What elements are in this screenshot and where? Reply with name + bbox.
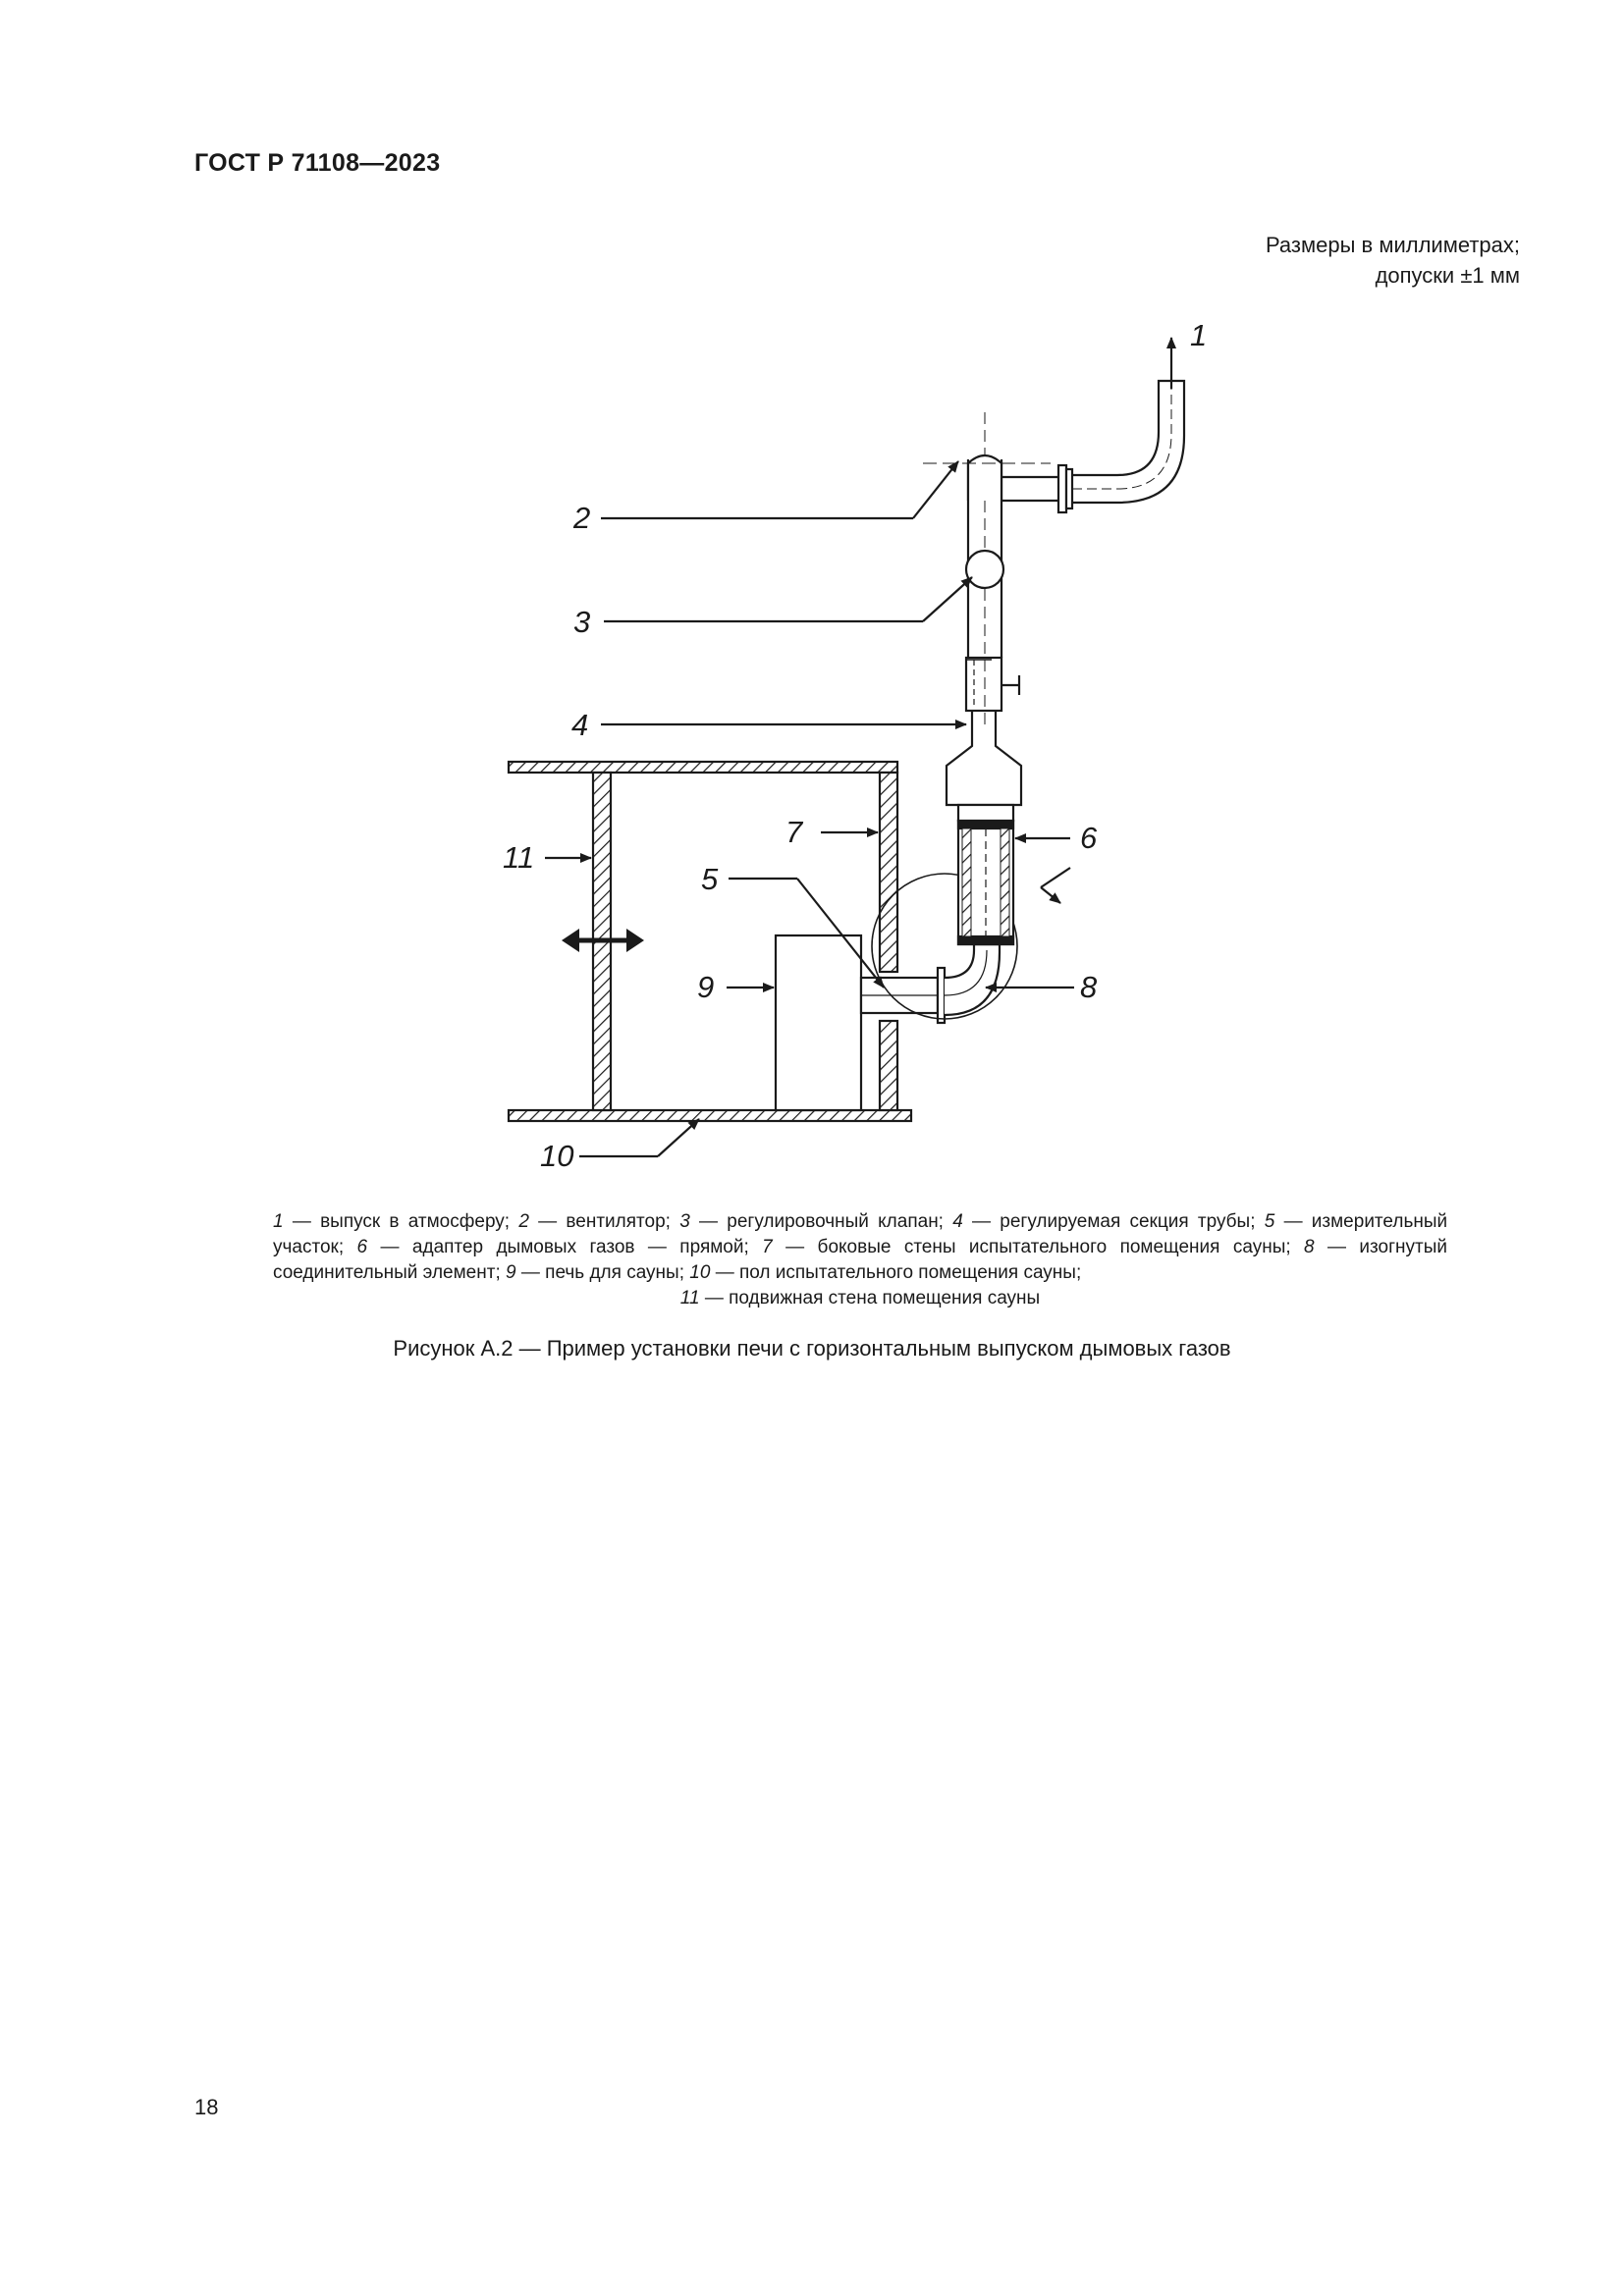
legend-text-5: — измерительный участок; — [273, 1211, 1448, 1257]
legend-text-9: — печь для сауны; — [520, 1262, 684, 1283]
legend-num-8: 8 — [1304, 1237, 1315, 1257]
bent-connector — [945, 944, 1000, 1015]
legend-num-7: 7 — [762, 1237, 773, 1257]
pipe-reducer — [947, 709, 1021, 805]
legend-text-3: — регулировочный клапан; — [699, 1211, 944, 1232]
legend-num-5: 5 — [1264, 1211, 1275, 1232]
side-wall-upper — [880, 773, 897, 972]
legend-text-1: — выпуск в атмосферу; — [292, 1211, 511, 1232]
legend-num-9: 9 — [506, 1262, 516, 1283]
callout-4: 4 — [571, 708, 589, 742]
legend-num-10: 10 — [689, 1262, 711, 1283]
legend-num-6: 6 — [356, 1237, 368, 1257]
callout-3: 3 — [573, 605, 591, 639]
outlet-flange — [938, 968, 945, 1023]
figure-legend — [273, 1209, 1447, 1311]
outlet-flange-top — [1058, 465, 1066, 512]
adjustable-pipe-section — [966, 658, 1001, 711]
legend-num-3: 3 — [679, 1211, 690, 1232]
legend-text-4: — регулируемая секция трубы; — [972, 1211, 1256, 1232]
sauna-stove — [776, 935, 861, 1110]
dimensions-note-line2: допуски ±1 мм — [1375, 263, 1520, 288]
callout-8: 8 — [1080, 970, 1098, 1004]
callout-10: 10 — [540, 1139, 574, 1173]
legend-text-8: — изогнутый соединительный элемент; — [273, 1237, 1448, 1283]
legend-num-11: 11 — [679, 1288, 700, 1308]
callout-6: 6 — [1080, 821, 1098, 855]
exhaust-elbow — [1117, 381, 1184, 503]
page-number: 18 — [194, 2095, 219, 2119]
callout-5: 5 — [701, 862, 719, 896]
legend-num-4: 4 — [952, 1211, 963, 1232]
document-header: ГОСТ Р 71108—2023 — [194, 149, 441, 177]
callout-1: 1 — [1190, 318, 1208, 352]
legend-text-11: — подвижная стена помещения сауны — [704, 1288, 1041, 1308]
legend-text-6: — адаптер дымовых газов — прямой; — [380, 1237, 749, 1257]
dimensions-note-line1: Размеры в миллиметрах; — [1265, 233, 1520, 257]
callout-9: 9 — [697, 970, 715, 1004]
side-wall-lower — [880, 1021, 897, 1110]
floor-wall — [509, 1110, 911, 1121]
callout-2: 2 — [573, 501, 591, 535]
legend-num-2: 2 — [518, 1211, 529, 1232]
legend-text-10: — пол испытательного помещения сауны; — [715, 1262, 1082, 1283]
ceiling-wall — [509, 762, 897, 773]
fan-housing — [968, 455, 1001, 501]
legend-text-7: — боковые стены испытательного помещения сауны; — [785, 1237, 1291, 1257]
callout-11: 11 — [503, 840, 535, 875]
legend-text-2: — вентилятор; — [538, 1211, 671, 1232]
callout-7: 7 — [785, 815, 803, 849]
control-damper — [966, 551, 1003, 588]
figure-caption: Рисунок А.2 — Пример установки печи с горизонтальным выпуском дымовых газов — [393, 1336, 1231, 1361]
legend-num-1: 1 — [273, 1211, 284, 1232]
